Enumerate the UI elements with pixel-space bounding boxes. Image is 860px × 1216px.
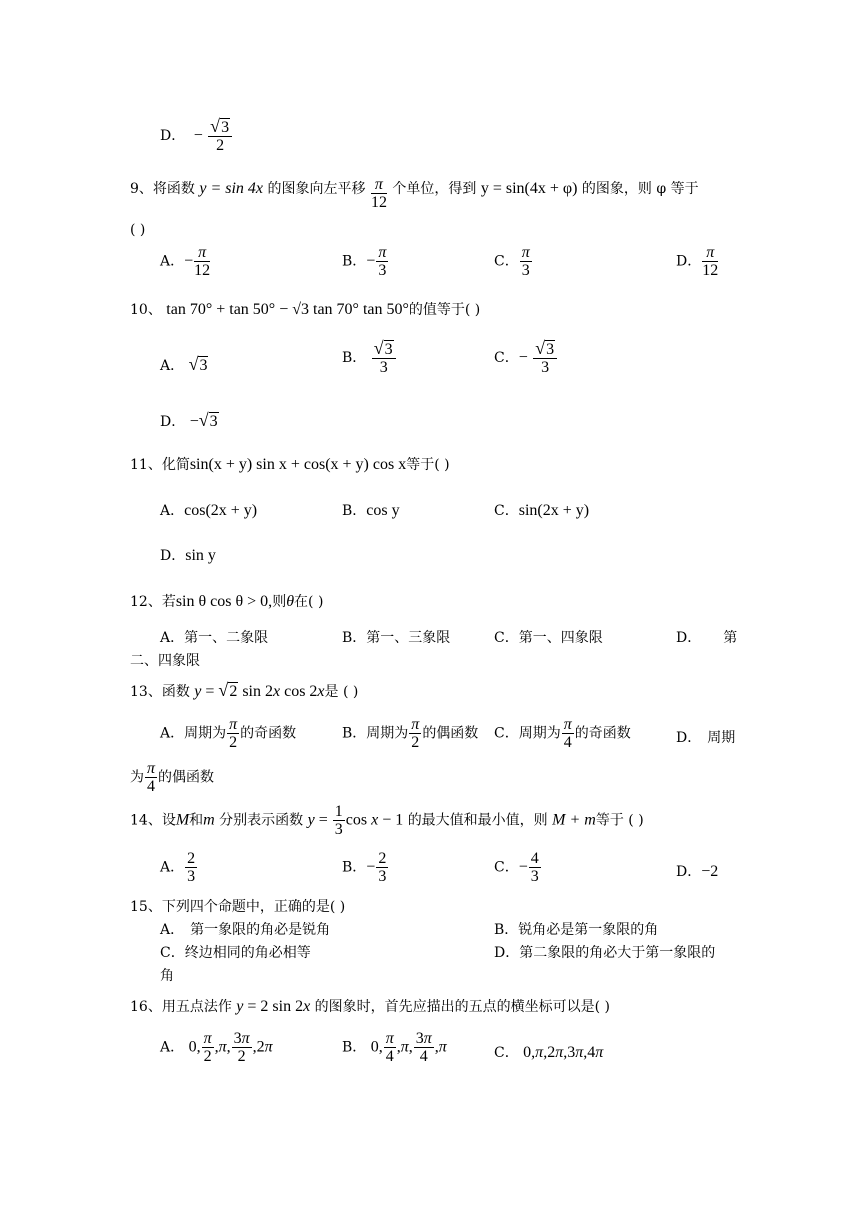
question-9-paren: ( ) bbox=[130, 222, 146, 238]
q15-option-a[interactable]: A． 第一象限的角必是锐角 bbox=[160, 922, 331, 938]
question-12-stem: 12、若sin θ cos θ > 0,则θ在( ) bbox=[130, 593, 324, 610]
q15-option-b[interactable]: B．锐角必是第一象限的角 bbox=[494, 922, 659, 938]
q11-option-a[interactable]: A．cos(2x + y) bbox=[160, 502, 258, 519]
q14-option-c[interactable]: C．− $\frac{4}{3}$ bbox=[494, 850, 539, 885]
option-letter: D． bbox=[160, 128, 186, 144]
question-11-stem: 11、化简sin(x + y) sin x + cos(x + y) cos x等于( ) bbox=[130, 456, 450, 473]
q14-option-d[interactable]: D．−2 bbox=[676, 863, 719, 880]
question-13-stem: 13、函数 y = √2 sin 2x cos 2x是 ( ) bbox=[130, 680, 359, 700]
q12-option-d-wrap: 二、四象限 bbox=[130, 653, 200, 669]
q15-option-c[interactable]: C．终边相同的角必相等 bbox=[160, 945, 311, 961]
q12-option-a[interactable]: A．第一、二象限 bbox=[160, 630, 269, 646]
q13-option-d[interactable]: D． 周期 bbox=[676, 730, 736, 746]
q12-option-c[interactable]: C．第一、四象限 bbox=[494, 630, 603, 646]
q15-option-d-wrap: 角 bbox=[160, 968, 174, 984]
q9-option-b[interactable]: B．− $\frac{\pi}{3}$ bbox=[342, 244, 387, 279]
q11-option-c[interactable]: C．sin(2x + y) bbox=[494, 502, 590, 519]
q14-option-b[interactable]: B．− $\frac{2}{3}$ bbox=[342, 850, 387, 885]
q9-option-a[interactable]: A．− $\frac{\pi}{12}$ bbox=[160, 244, 211, 279]
q12-option-d[interactable]: D． 第 bbox=[676, 630, 738, 646]
q14-option-a[interactable]: A． $\frac{2}{3}$ bbox=[160, 850, 196, 885]
q15-option-d[interactable]: D．第二象限的角必大于第一象限的 bbox=[494, 945, 716, 961]
q11-option-b[interactable]: B．cos y bbox=[342, 502, 400, 519]
q13-option-a[interactable]: A．周期为 $\frac{\pi}{2}$ 的奇函数 bbox=[160, 716, 297, 751]
q10-option-d[interactable]: D． −√3 bbox=[160, 410, 218, 430]
question-16-stem: 16、用五点法作 y = 2 sin 2x 的图象时，首先应描出的五点的横坐标可以是( ) bbox=[130, 998, 611, 1015]
q11-option-d[interactable]: D．sin y bbox=[160, 547, 216, 564]
fraction: $\frac{√3}{2}$ bbox=[208, 118, 232, 154]
q16-option-b[interactable]: B． 0, $\frac{\pi}{4}$ ,π, $\frac{3\pi}{4}$ ,π bbox=[342, 1030, 447, 1065]
q13-option-c[interactable]: C．周期为 $\frac{\pi}{4}$ 的奇函数 bbox=[494, 716, 631, 751]
q16-option-a[interactable]: A． 0, $\frac{\pi}{2}$ ,π, $\frac{3\pi}{2}$ ,2π bbox=[160, 1030, 273, 1065]
q13-option-b[interactable]: B．周期为 $\frac{\pi}{2}$ 的偶函数 bbox=[342, 716, 479, 751]
q8-option-d: D． − $\frac{√3}{2}$ bbox=[160, 118, 233, 154]
q10-option-a[interactable]: A． √3 bbox=[160, 354, 208, 374]
question-9-stem: 9、将函数 y = sin 4x 的图象向左平移 $\frac{\pi}{12}$ 个单位，得到 y = sin(4x + φ) 的图象，则 φ 等于 bbox=[130, 176, 699, 211]
question-10-stem: 10、 tan 70° + tan 50° − √3 tan 70° tan 50°的值等于( ) bbox=[130, 301, 481, 318]
q16-option-c[interactable]: C． 0,π,2π,3π,4π bbox=[494, 1044, 604, 1061]
q10-option-b[interactable]: B． $\frac{√3}{3}$ bbox=[342, 340, 397, 376]
question-15-stem: 15、下列四个命题中，正确的是( ) bbox=[130, 899, 346, 915]
q9-option-d[interactable]: D． $\frac{\pi}{12}$ bbox=[676, 244, 719, 279]
q13-option-d-wrap: 为 $\frac{\pi}{4}$ 的偶函数 bbox=[130, 760, 215, 795]
q12-option-b[interactable]: B．第一、三象限 bbox=[342, 630, 451, 646]
question-14-stem: 14、设M和m 分别表示函数 y = $\frac{1}{3}$ cos x − 1 的最大值和最小值，则 M + m等于 ( ) bbox=[130, 803, 644, 838]
q10-option-c[interactable]: C．− $\frac{√3}{3}$ bbox=[494, 340, 558, 376]
q9-option-c[interactable]: C． $\frac{\pi}{3}$ bbox=[494, 244, 530, 279]
